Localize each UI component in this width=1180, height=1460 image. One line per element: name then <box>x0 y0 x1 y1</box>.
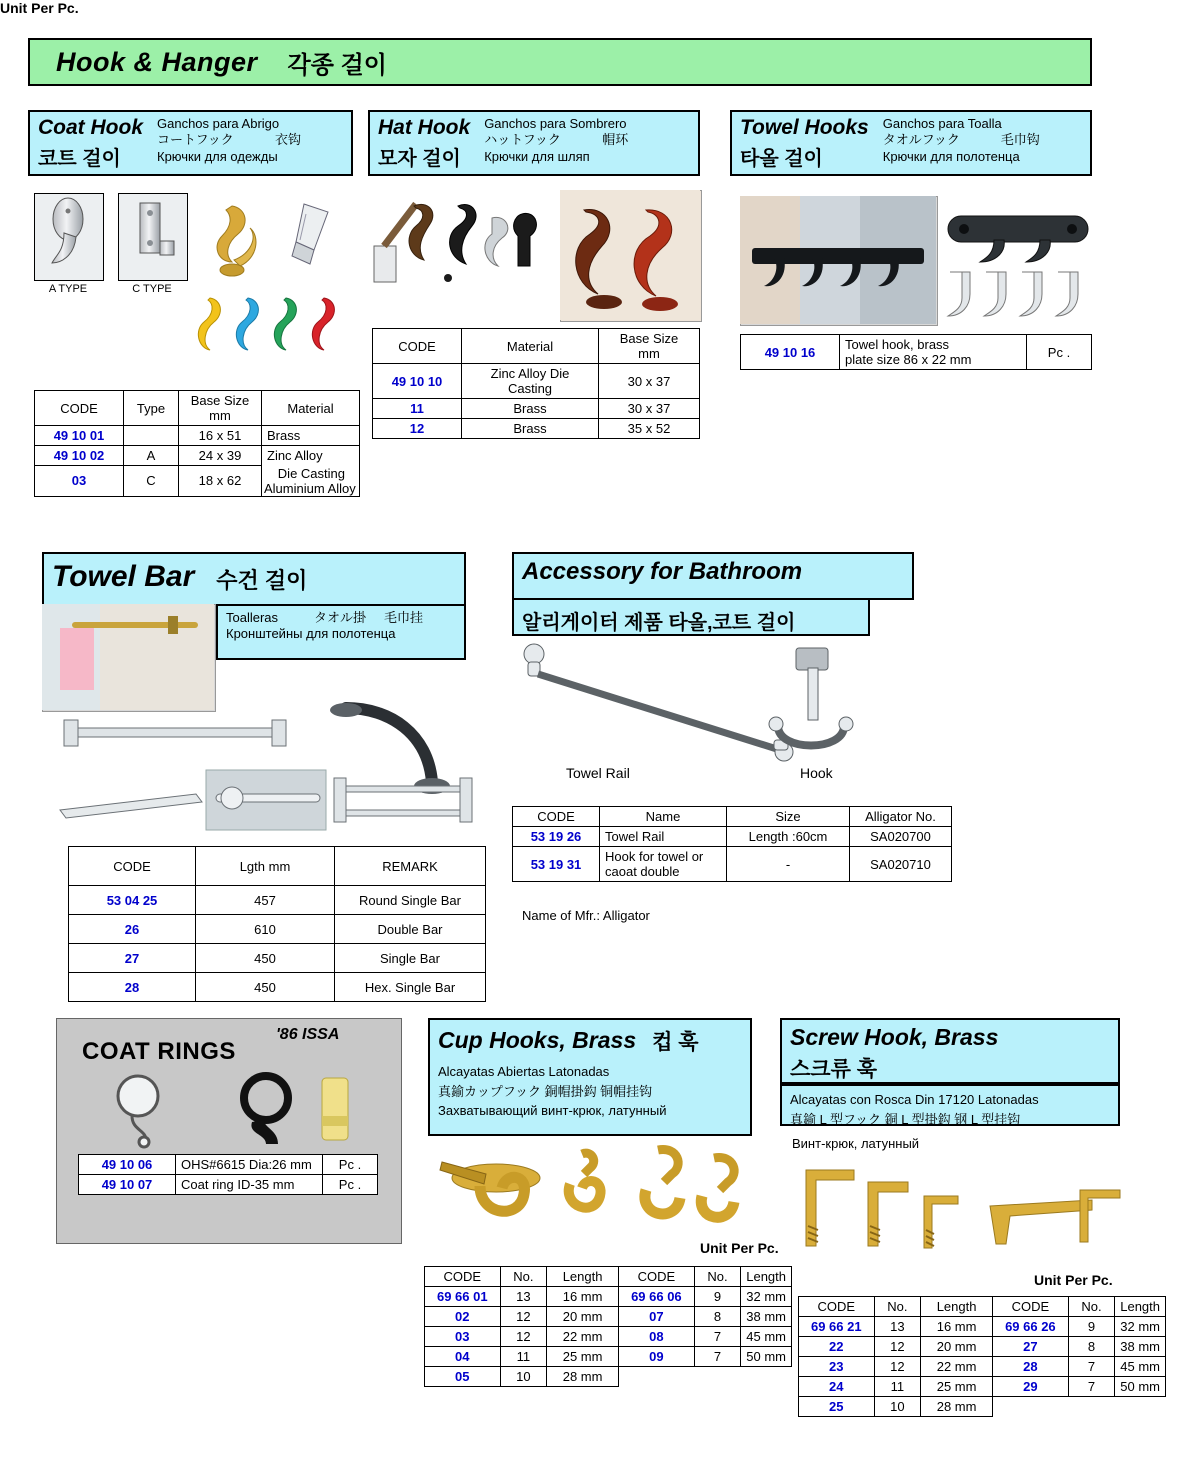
cell-remark: Double Bar <box>335 915 486 944</box>
cell-code: 26 <box>69 915 196 944</box>
cell-length: 22 mm <box>921 1357 993 1377</box>
col-name: Name <box>600 807 727 827</box>
bathroom-title-en: Accessory for Bathroom <box>522 558 803 585</box>
col-material: Material <box>262 391 360 426</box>
cell-code: 24 <box>799 1377 875 1397</box>
cup-hooks-table <box>424 1266 792 1387</box>
cell-no: 12 <box>500 1327 547 1347</box>
cell-code: 23 <box>799 1357 875 1377</box>
cup-hooks-unit-note: Unit Per Pc. <box>0 0 79 16</box>
cell-remark: Round Single Bar <box>335 886 486 915</box>
cell-no-2: 7 <box>694 1327 741 1347</box>
table-row <box>69 973 486 1002</box>
cell-no-2: 7 <box>1068 1357 1115 1377</box>
col-code: CODE <box>69 847 196 886</box>
cell-code: 12 <box>373 419 462 439</box>
cell-name: Hook for towel or caoat double <box>600 847 727 882</box>
cell-length-2: 38 mm <box>1115 1337 1166 1357</box>
coat-rings-title: COAT RINGS <box>82 1038 236 1065</box>
table-row <box>69 915 486 944</box>
col-code: CODE <box>373 329 462 364</box>
cell-code: 49 10 01 <box>35 426 124 446</box>
table-row <box>425 1367 792 1387</box>
table-row <box>799 1397 1166 1417</box>
bathroom-title-kr-box <box>512 598 870 636</box>
page-header-banner <box>28 38 1092 86</box>
table-row <box>69 886 486 915</box>
cell-unit: Pc . <box>323 1175 378 1195</box>
coat-rings-issa-label: '86 ISSA <box>276 1026 340 1043</box>
towel-bar-table <box>68 846 486 1002</box>
cell-code: 27 <box>69 944 196 973</box>
coat-hook-table <box>34 390 360 497</box>
coat-hook-title-kr: 코트 걸이 <box>38 148 121 170</box>
hat-hook-photo-content <box>560 190 700 320</box>
cell-size: 16 x 51 <box>179 426 262 446</box>
cell-size: Length :60cm <box>727 827 850 847</box>
table-row <box>425 1327 792 1347</box>
cell-no: 12 <box>874 1337 921 1357</box>
screw-hook-table <box>798 1296 1166 1417</box>
cell-code: 49 10 16 <box>741 335 840 370</box>
cell-length: 16 mm <box>547 1287 619 1307</box>
col-length-2: Length <box>1115 1297 1166 1317</box>
cell-type: C <box>124 466 179 497</box>
col-no: No. <box>874 1297 921 1317</box>
cell-code-2: 69 66 06 <box>619 1287 695 1307</box>
screw-hook-trans-box <box>780 1084 1120 1126</box>
table-row <box>799 1357 1166 1377</box>
cell-no: 11 <box>874 1377 921 1397</box>
cell-length: 20 mm <box>921 1337 993 1357</box>
towel-hooks-photo-content <box>740 196 936 324</box>
table-row <box>35 446 360 466</box>
coat-hook-color-set <box>196 292 356 362</box>
cell-code: 49 10 07 <box>79 1175 176 1195</box>
towel-hooks-title-box <box>730 110 1092 176</box>
bathroom-hook-drawing <box>760 640 890 770</box>
cell-length: 28 mm <box>547 1367 619 1387</box>
screw-hook-title-en: Screw Hook, Brass <box>790 1024 999 1050</box>
cell-size: 35 x 52 <box>599 419 700 439</box>
cell-material: Zinc Alloy <box>262 446 360 466</box>
cell-length: 25 mm <box>547 1347 619 1367</box>
towel-bar-drawings <box>46 690 486 840</box>
cell-length: 457 <box>196 886 335 915</box>
towel-hooks-rail-drawing <box>944 196 1092 276</box>
screw-hook-translations-1: Alcayatas con Rosca Din 17120 Latonadas 真鍮 L 型フック 銅 L 型掛鈎 钢 L 型挂钩 <box>790 1092 1039 1127</box>
cup-hooks-drawings <box>432 1140 752 1250</box>
col-remark: REMARK <box>335 847 486 886</box>
cell-remark: Single Bar <box>335 944 486 973</box>
cell-remark: Hex. Single Bar <box>335 973 486 1002</box>
hat-hook-title-box <box>368 110 700 176</box>
cell-size: 18 x 62 <box>179 466 262 497</box>
table-row <box>513 827 952 847</box>
cell-material: Aluminium Alloy <box>264 480 356 496</box>
cell-code-2: 07 <box>619 1307 695 1327</box>
cell-no: 11 <box>500 1347 547 1367</box>
table-row <box>79 1155 378 1175</box>
cup-hooks-title-box <box>428 1018 752 1136</box>
hook-caption: Hook <box>800 765 833 781</box>
cell-code: 53 04 25 <box>69 886 196 915</box>
coat-hook-c-drawing <box>118 193 186 279</box>
screw-hook-translation-ru: Винт-крюк, латунный <box>792 1136 920 1151</box>
table-row <box>373 419 700 439</box>
col-code: CODE <box>425 1267 501 1287</box>
cell-material: Brass <box>462 399 599 419</box>
cell-no-2: 7 <box>1068 1377 1115 1397</box>
page-title-en: Hook & Hanger <box>56 46 258 77</box>
coat-hook-title-box <box>28 110 353 176</box>
cell-code: 69 66 01 <box>425 1287 501 1307</box>
cell-no: 12 <box>500 1307 547 1327</box>
col-length-2: Length <box>741 1267 792 1287</box>
table-row <box>799 1377 1166 1397</box>
col-type: Type <box>124 391 179 426</box>
cell-length: 22 mm <box>547 1327 619 1347</box>
cell-code: 69 66 21 <box>799 1317 875 1337</box>
cell-code-2: 08 <box>619 1327 695 1347</box>
table-row <box>741 335 1092 370</box>
hat-hook-table <box>372 328 700 439</box>
table-row <box>79 1175 378 1195</box>
cell-no: SA020710 <box>850 847 952 882</box>
cell-code-2: 29 <box>993 1377 1069 1397</box>
table-row <box>69 944 486 973</box>
cell-no: 13 <box>500 1287 547 1307</box>
cell-code: 49 10 02 <box>35 446 124 466</box>
cell-length: 610 <box>196 915 335 944</box>
col-size: Size <box>727 807 850 827</box>
cell-code: 49 10 06 <box>79 1155 176 1175</box>
cell-material: Zinc Alloy Die Casting <box>462 364 599 399</box>
cell-desc: Coat ring ID-35 mm <box>176 1175 323 1195</box>
page-title-kr: 각종 걸이 <box>287 51 387 79</box>
table-row <box>799 1337 1166 1357</box>
coat-rings-table <box>78 1154 378 1195</box>
cell-code: 22 <box>799 1337 875 1357</box>
screw-hook-title-kr: 스크류 훅 <box>790 1058 877 1081</box>
hat-hook-title-en: Hat Hook <box>378 116 471 139</box>
cup-hooks-unit-text: Unit Per Pc. <box>700 1240 779 1256</box>
table-row <box>35 426 360 446</box>
cell-no-2: 7 <box>694 1347 741 1367</box>
cup-hooks-unit-note-pos <box>700 1240 779 1256</box>
towel-bar-translations: Toalleras タオル掛 毛巾挂 Кронштейны для полотенца <box>226 610 424 642</box>
cell-no: 10 <box>500 1367 547 1387</box>
table-row <box>373 364 700 399</box>
cell-type <box>124 426 179 446</box>
col-code: CODE <box>513 807 600 827</box>
cell-length: 25 mm <box>921 1377 993 1397</box>
col-code: CODE <box>35 391 124 426</box>
cell-code: 03 <box>35 466 124 497</box>
screw-hook-title-box <box>780 1018 1120 1084</box>
cell-code: 05 <box>425 1367 501 1387</box>
col-base-size: Base Size mm <box>599 329 700 364</box>
hat-hook-drawings <box>372 190 562 320</box>
cell-length-2: 38 mm <box>741 1307 792 1327</box>
cell-length-2: 45 mm <box>741 1327 792 1347</box>
cell-length-2: 32 mm <box>1115 1317 1166 1337</box>
coat-rings-drawings <box>70 1072 390 1150</box>
cell-material-group <box>262 466 360 497</box>
cell-code: 53 19 26 <box>513 827 600 847</box>
cell-no-2: 9 <box>694 1287 741 1307</box>
cell-code-2: 09 <box>619 1347 695 1367</box>
cell-type: A <box>124 446 179 466</box>
cell-length-2: 32 mm <box>741 1287 792 1307</box>
table-row <box>35 466 360 497</box>
table-row <box>425 1347 792 1367</box>
cell-length-2: 45 mm <box>1115 1357 1166 1377</box>
cup-hooks-title-en: Cup Hooks, Brass <box>438 1026 637 1053</box>
cell-unit: Pc . <box>1027 335 1092 370</box>
bathroom-towel-rail-drawing <box>512 640 802 770</box>
table-row <box>513 847 952 882</box>
cup-hooks-title-kr: 컵 훅 <box>652 1031 699 1054</box>
col-length: Length <box>921 1297 993 1317</box>
cell-code-2: 69 66 26 <box>993 1317 1069 1337</box>
col-material: Material <box>462 329 599 364</box>
screw-hook-unit-note <box>1034 1272 1113 1288</box>
cell-size: 30 x 37 <box>599 364 700 399</box>
cell-no: 13 <box>874 1317 921 1337</box>
towel-bar-trans-box <box>216 604 466 660</box>
cell-desc: Towel hook, brass plate size 86 x 22 mm <box>840 335 1027 370</box>
bathroom-title-box <box>512 552 914 600</box>
towel-hooks-single-drawings <box>944 268 1092 332</box>
col-alligator-no: Alligator No. <box>850 807 952 827</box>
coat-hook-chrome-drawing <box>284 198 354 288</box>
towel-hooks-translations: Ganchos para Toalla タオルフック 毛巾钩 Крючки для полотенца <box>882 116 1040 164</box>
towel-bar-title-kr: 수건 걸이 <box>216 568 308 593</box>
cell-no: SA020700 <box>850 827 952 847</box>
cell-code: 02 <box>425 1307 501 1327</box>
towel-hooks-table <box>740 334 1092 370</box>
screw-hook-drawings <box>792 1160 1122 1270</box>
coat-hook-label-c: C TYPE <box>132 283 172 295</box>
cell-length: 20 mm <box>547 1307 619 1327</box>
table-row <box>799 1317 1166 1337</box>
col-no-2: No. <box>1068 1297 1115 1317</box>
coat-hook-title-en: Coat Hook <box>38 116 143 139</box>
bathroom-title-kr: 알리게이터 제품 타올,코트 걸이 <box>522 612 796 634</box>
screw-hook-unit-text: Unit Per Pc. <box>1034 1272 1113 1288</box>
col-length: Length <box>547 1267 619 1287</box>
table-row <box>373 399 700 419</box>
cell-no-2: 8 <box>694 1307 741 1327</box>
table-row <box>425 1307 792 1327</box>
col-code: CODE <box>799 1297 875 1317</box>
cell-length-2: 50 mm <box>741 1347 792 1367</box>
coat-hook-translations: Ganchos para Abrigo コートフック 衣钩 Крючки для одежды <box>157 116 302 164</box>
col-no-2: No. <box>694 1267 741 1287</box>
hat-hook-translations: Ganchos para Sombrero ハットフック 帽环 Крючки для шляп <box>484 116 629 164</box>
cell-name: Towel Rail <box>600 827 727 847</box>
towel-bar-title-box <box>42 552 466 606</box>
col-code-2: CODE <box>619 1267 695 1287</box>
cell-size: 30 x 37 <box>599 399 700 419</box>
cell-no: 10 <box>874 1397 921 1417</box>
cell-no-2: 8 <box>1068 1337 1115 1357</box>
bathroom-mfr-note: Name of Mfr.: Alligator <box>522 908 650 923</box>
coat-hook-label-a: A TYPE <box>48 283 88 295</box>
cell-no-2: 9 <box>1068 1317 1115 1337</box>
hat-hook-title-kr: 모자 걸이 <box>378 148 461 170</box>
cell-code: 03 <box>425 1327 501 1347</box>
cell-code: 28 <box>69 973 196 1002</box>
towel-bar-title-en: Towel Bar <box>52 559 195 593</box>
cell-code: 53 19 31 <box>513 847 600 882</box>
bathroom-table <box>512 806 952 882</box>
table-row <box>425 1287 792 1307</box>
cell-desc: OHS#6615 Dia:26 mm <box>176 1155 323 1175</box>
cell-size: - <box>727 847 850 882</box>
cell-code-2: 28 <box>993 1357 1069 1377</box>
cell-material: Brass <box>262 426 360 446</box>
cell-no: 12 <box>874 1357 921 1377</box>
cell-code: 25 <box>799 1397 875 1417</box>
towel-hooks-title-en: Towel Hooks <box>740 116 869 139</box>
cell-length: 450 <box>196 973 335 1002</box>
cell-code-2: 27 <box>993 1337 1069 1357</box>
cell-size: 24 x 39 <box>179 446 262 466</box>
cell-length-2: 50 mm <box>1115 1377 1166 1397</box>
col-length: Lgth mm <box>196 847 335 886</box>
towel-rail-caption: Towel Rail <box>566 765 630 781</box>
cell-code: 49 10 10 <box>373 364 462 399</box>
material-die-casting: Die Casting <box>277 465 345 481</box>
col-base-size: Base Size mm <box>179 391 262 426</box>
cell-code: 04 <box>425 1347 501 1367</box>
cell-code: 11 <box>373 399 462 419</box>
cell-length: 28 mm <box>921 1397 993 1417</box>
coat-hook-a-drawing <box>34 193 102 279</box>
cell-material: Brass <box>462 419 599 439</box>
col-no: No. <box>500 1267 547 1287</box>
towel-hooks-title-kr: 타올 걸이 <box>740 148 823 170</box>
cell-unit: Pc . <box>323 1155 378 1175</box>
cup-hooks-translations: Alcayatas Abiertas Latonadas 真鍮カップフック 銅帽掛鈎 铜帽挂钩 Захватывающий винт-крюк, латунный <box>438 1064 667 1118</box>
col-code-2: CODE <box>993 1297 1069 1317</box>
cell-length: 450 <box>196 944 335 973</box>
cell-length: 16 mm <box>921 1317 993 1337</box>
